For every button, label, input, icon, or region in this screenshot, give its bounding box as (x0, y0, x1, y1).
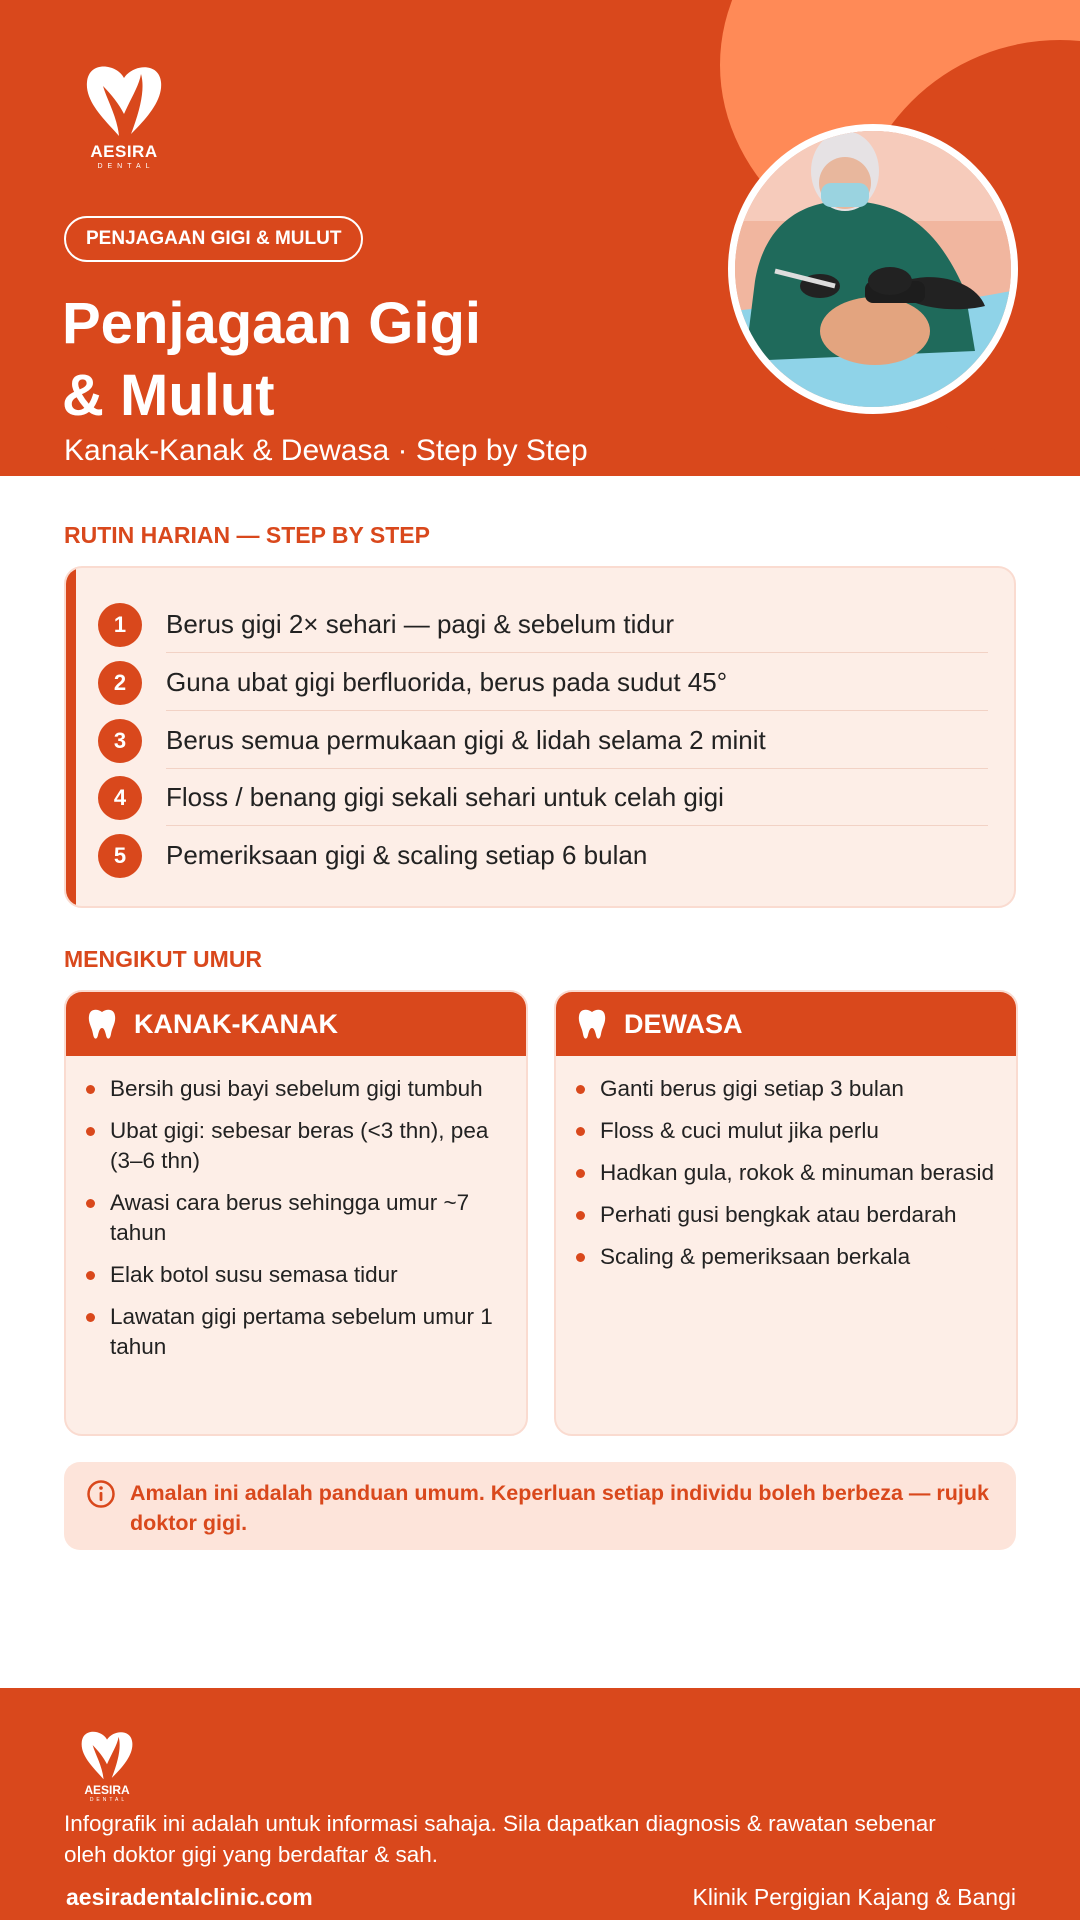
step-number: 1 (98, 603, 142, 647)
age-section-label: MENGIKUT UMUR (64, 946, 263, 972)
footer-brand-sub: DENTAL (89, 1797, 128, 1803)
tooth-heart-logo-icon (77, 1726, 137, 1782)
list-item: Lawatan gigi pertama sebelum umur 1 tahun (110, 1302, 508, 1362)
list-item: Perhati gusi bengkak atau berdarah (600, 1200, 998, 1230)
accent-bar (66, 568, 76, 906)
adults-card-title: DEWASA (624, 1008, 743, 1039)
step-text: Pemeriksaan gigi & scaling setiap 6 bulan (166, 840, 648, 870)
page-subtitle: Kanak-Kanak & Dewasa · Step by Step (64, 434, 588, 467)
step-item (98, 769, 988, 826)
website-link[interactable]: aesiradentalclinic.com (66, 1884, 313, 1910)
header-banner (0, 0, 1080, 476)
tooth-icon (576, 1007, 608, 1041)
step-number: 4 (98, 776, 142, 820)
adults-card (554, 990, 1018, 1436)
tooth-icon (86, 1007, 118, 1041)
title-line-1: Penjagaan Gigi (62, 291, 481, 356)
step-text: Berus gigi 2× sehari — pagi & sebelum tidur (166, 609, 674, 639)
category-pill: PENJAGAAN GIGI & MULUT (64, 216, 363, 262)
list-item: Awasi cara berus sehingga umur ~7 tahun (110, 1188, 508, 1248)
kids-card-header (66, 992, 526, 1056)
adults-list (556, 1056, 1016, 1272)
brand-logo (78, 58, 170, 170)
page-title (62, 288, 622, 432)
list-item: Ubat gigi: sebesar beras (<3 thn), pea (3–6 thn) (110, 1116, 508, 1176)
footer-disclaimer: Infografik ini adalah untuk informasi sahaja. Sila dapatkan diagnosis & rawatan sebenar oleh doktor gigi yang berdaftar & sah. (64, 1811, 936, 1867)
footer (0, 1688, 1080, 1920)
step-item (98, 827, 988, 884)
adults-card-header (556, 992, 1016, 1056)
step-number: 3 (98, 719, 142, 763)
routine-section-label: RUTIN HARIAN — STEP BY STEP (64, 522, 430, 548)
title-line-2: & Mulut (62, 363, 275, 428)
list-item: Floss & cuci mulut jika perlu (600, 1116, 998, 1146)
list-item: Bersih gusi bayi sebelum gigi tumbuh (110, 1074, 508, 1104)
dentist-photo (728, 124, 1018, 414)
step-item (98, 596, 988, 653)
clinic-locations: Klinik Pergigian Kajang & Bangi (692, 1884, 1016, 1910)
advice-note (64, 1462, 1016, 1550)
list-item: Elak botol susu semasa tidur (110, 1260, 508, 1290)
kids-list (66, 1056, 526, 1362)
kids-card (64, 990, 528, 1436)
step-number: 5 (98, 834, 142, 878)
brand-name: AESIRA (90, 142, 158, 161)
footer-brand-name: AESIRA (84, 1783, 130, 1797)
step-item (98, 654, 988, 711)
step-number: 2 (98, 661, 142, 705)
note-text: Amalan ini adalah panduan umum. Keperluan setiap individu boleh berbeza — rujuk doktor gigi. (130, 1481, 989, 1535)
list-item: Scaling & pemeriksaan berkala (600, 1242, 998, 1272)
footer-logo (72, 1726, 142, 1803)
list-item: Hadkan gula, rokok & minuman berasid (600, 1158, 998, 1188)
routine-steps-card (64, 566, 1016, 908)
tooth-heart-logo-icon (81, 58, 167, 140)
kids-card-title: KANAK-KANAK (134, 1008, 338, 1039)
step-text: Guna ubat gigi berfluorida, berus pada sudut 45° (166, 667, 728, 697)
brand-sub: DENTAL (97, 163, 155, 170)
list-item: Ganti berus gigi setiap 3 bulan (600, 1074, 998, 1104)
step-text: Floss / benang gigi sekali sehari untuk celah gigi (166, 782, 724, 812)
step-item (98, 712, 988, 769)
step-text: Berus semua permukaan gigi & lidah selama 2 minit (166, 725, 766, 755)
info-icon (86, 1479, 116, 1509)
